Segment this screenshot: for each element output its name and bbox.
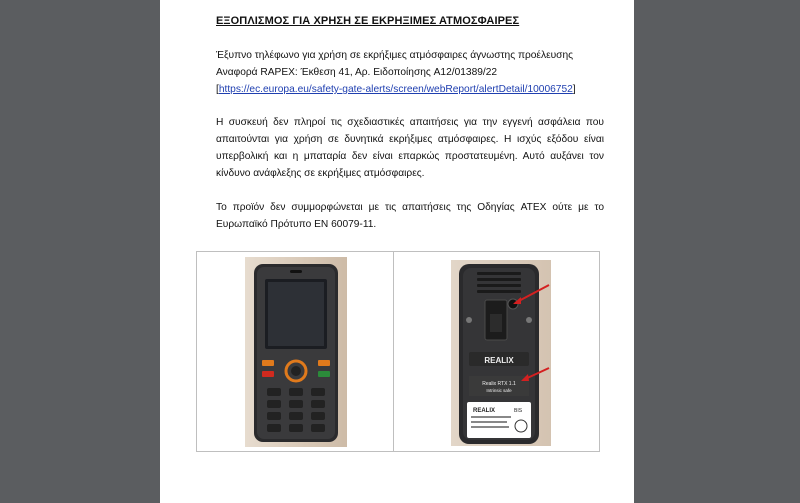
intro-line-3 [216, 81, 604, 98]
back-sticker-text: Intrinsic safe [486, 388, 512, 393]
back-brand-logo: REALIX [484, 356, 514, 365]
paragraph-line: Το προϊόν δεν συμμορφώνεται με τις απαιτήσεις της Οδηγίας ATEX ούτε με το [216, 202, 604, 213]
intro-line-1: Έξυπνο τηλέφωνο για χρήση σε εκρήξιμες ατμόσφαιρες άγνωστης προέλευσης [216, 50, 574, 61]
label-code-text: BIS [514, 408, 523, 414]
back-model-text: Realix RTX 1.1 [482, 381, 516, 387]
phone-back-photo [451, 260, 551, 446]
photo-table [196, 251, 600, 452]
document-title: ΕΞΟΠΛΙΣΜΟΣ ΓΙΑ ΧΡΗΣΗ ΣΕ ΕΚΡΗΞΙΜΕΣ ΑΤΜΟΣΦΑΙΡΕΣ [216, 15, 520, 27]
document-page [160, 0, 634, 503]
phone-back-image [451, 260, 551, 446]
paragraph-line: Ευρωπαϊκό Πρότυπο EN 60079-11. [216, 219, 377, 230]
bracket-open: [ [216, 84, 219, 95]
paragraph-compliance [216, 199, 604, 233]
intro-paragraph [216, 47, 604, 98]
rapex-link[interactable]: https://ec.europa.eu/safety-gate-alerts/screen/webReport/alertDetail/10006752 [218, 84, 573, 95]
paragraph-line: κίνδυνο ανάφλεξης σε εκρήξιμες ατμόσφαιρες. [216, 168, 425, 179]
intro-line-2: Αναφορά RAPEX: Έκθεση 41, Αρ. Ειδοποίησης A12/01389/22 [216, 67, 498, 78]
paragraph-device-requirements [216, 114, 604, 182]
bracket-close: ] [572, 84, 576, 95]
phone-front-photo [245, 257, 347, 447]
paragraph-line: απαιτούνται για χρήση σε δυνητικά εκρήξιμες ατμόσφαιρες. Η ισχύς εξόδου είναι [216, 134, 604, 145]
table-divider [393, 252, 394, 451]
label-brand-text: REALIX [473, 408, 496, 414]
paragraph-line: υπερβολική και η μπαταρία δεν είναι επαρκώς προστατευμένη. Αυτό αυξάνει τον [216, 151, 604, 162]
paragraph-line: Η συσκευή δεν πληροί τις σχεδιαστικές απαιτήσεις για την εγγενή ασφάλεια που [216, 117, 604, 128]
phone-front-image [245, 257, 347, 447]
